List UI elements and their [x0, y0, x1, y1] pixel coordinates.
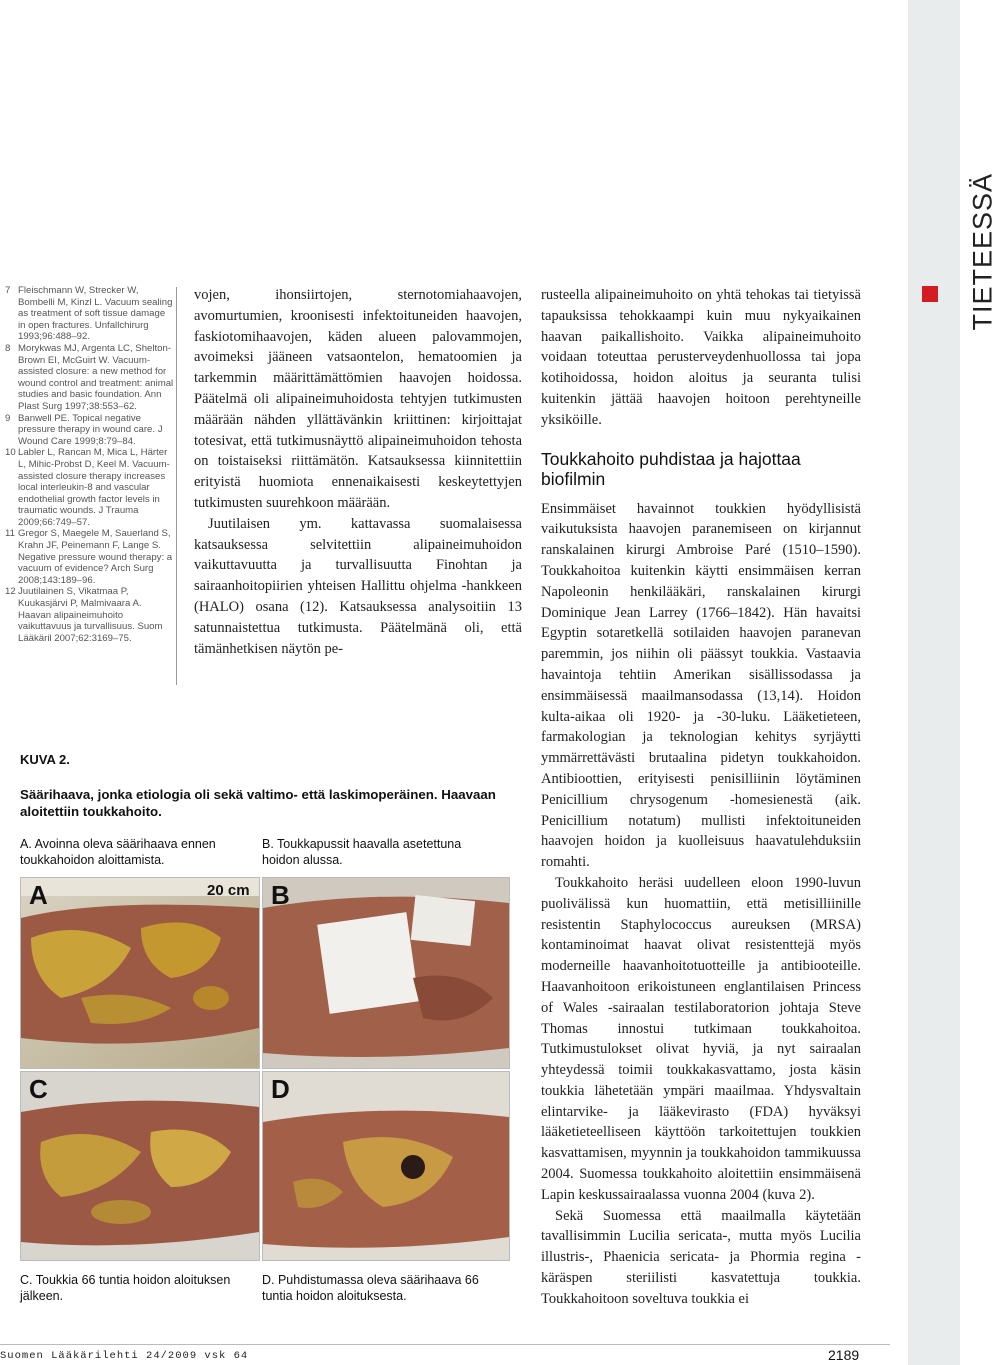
journal-footer: Suomen Lääkärilehti 24/2009 vsk 64 [0, 1350, 249, 1362]
scale-label: 20 cm [207, 882, 250, 899]
figure-caption: Säärihaava, jonka etiologia oli sekä valtimo- että laskimoperäinen. Haavaan aloitettiin toukkahoito. [20, 787, 496, 819]
panel-letter-c: C [29, 1074, 48, 1104]
panel-caption-d: D. Puhdistumassa oleva säärihaava 66 tuntia hoidon aloituksesta. [262, 1273, 479, 1303]
reference-text: Juutilainen S, Vikatmaa P, Kuukasjärvi P, Malmivaara A. Haavan alipaineimuhoito vaikuttavuus ja turvallisuus. Suom Lääkäril 2007;62:3169–75. [18, 586, 163, 644]
wound-photo-c [20, 1071, 260, 1261]
panel-letter-b: B [271, 880, 290, 910]
reference-number: 12 [5, 586, 16, 598]
panel-letter-d: D [271, 1074, 290, 1104]
section-accent-square [922, 286, 938, 302]
wound-photo-d [262, 1071, 510, 1261]
reference-number: 11 [5, 528, 15, 540]
page-number: 2189 [828, 1347, 860, 1363]
reference-item [5, 528, 175, 586]
reference-number: 7 [5, 285, 11, 296]
reference-number: 10 [5, 447, 16, 459]
reference-item [5, 285, 175, 343]
reference-item [5, 447, 175, 528]
reference-text: Labler L, Rancan M, Mica L, Härter L, Mihic-Probst D, Keel M. Vacuum-assisted closure therapy increases local interleukin-8 and vascular endothelial growth factor levels in traumatic wounds. J Trauma 2009;66:749–57. [18, 447, 170, 528]
panel-caption-b: B. Toukkapussit haavalla asetettuna hoidon alussa. [262, 837, 462, 867]
panel-caption-c: C. Toukkia 66 tuntia hoidon aloituksen jälkeen. [20, 1273, 231, 1303]
body-paragraph: Sekä Suomessa että maailmalla käytetään tavallisimmin Lucilia sericata-, mutta myös Lucilia illustris-, Phaenicia sericata- ja Phormia regina -käräspen steriilisti kasvatettuja toukkia. Toukkahoitoon soveltuva toukkia ei [541, 1207, 861, 1307]
body-paragraph: rusteella alipaineimuhoito on yhtä tehokas tai tietyissä tapauksissa tehokkaampi kuin muu nykyaikainen haavan paikallishoito. Vaikka alipaineimuhoito voidaan toteuttaa perusterveydenhuollossa tai jopa kotihoidossa, hoidon aloitus ja seuranta tulisi kuitenkin jättää haavojen hoitoon perehtyneille yksiköille. [541, 287, 861, 428]
reference-item [5, 343, 175, 413]
panel-caption-a: A. Avoinna oleva säärihaava ennen toukkahoidon aloittamista. [20, 837, 216, 867]
section-label: TIETEESSÄ [967, 172, 998, 331]
reference-number: 9 [5, 412, 11, 424]
reference-text: Morykwas MJ, Argenta LC, Shelton-Brown EI, McGuirt W. Vacuum-assisted closure: a new method for wound control and treatment: animal studies and basic foundation. Ann Plast Surg 1997;38:553–62. [18, 342, 174, 412]
body-paragraph: vojen, ihonsiirtojen, sternotomiahaavojen, avomurtumien, kroonisesti infektoituneiden haavojen, faskiotomihaavojen, käden alueen palovammojen, avoimeksi jääneen vatsaontelon, hematoomien ja tarkemmin määrittämättömien haavojen hoidossa. Päätelmä oli alipaineimuhoidosta tehtyjen tutkimusten määrään nähden yllättävänkin kriittinen: kirjoittajat totesivat, että tutkimusnäyttö alipaineimuhoidon tehosta on toistaiseksi riittämätön. Katsauksessa kiinnitettiin erityistä huomiota ennenaikaisesti keskeytettyjen tutkimusten suurehkoon määrään. [194, 287, 522, 511]
reference-divider [176, 287, 177, 685]
reference-item [5, 586, 175, 644]
reference-text: Fleischmann W, Strecker W, Bombelli M, Kinzl L. Vacuum sealing as treatment of soft tissue damage in open fractures. Unfallchirurg 1993;96:488–92. [18, 285, 173, 343]
reference-text: Gregor S, Maegele M, Sauerland S, Krahn JF, Peinemann F, Lange S. Negative pressure wound therapy: a vacuum of evidence? Arch Surg 2008;143:189–96. [18, 528, 173, 586]
body-paragraph: Ensimmäiset havainnot toukkien hyödyllisistä vaikutuksista haavojen paranemiseen on kirjannut ranskalainen kirurgi Ambroise Paré (1510–1590). Toukkahoitoa kuitenkin käytti ensimmäisen kerran Napoleonin henkilääkäri, ranskalainen kirurgi Dominique Jean Larrey (1766–1842). Hän havaitsi Egyptin sotaretkellä sotilaiden haavojen paranevan paremmin, jos niihin oli päässyt toukkia. Vastaavia havaintoja tehtiin Amerikan sisällissodassa ja ensimmäisessä maailmansodassa (13,14). Hoidon kulta-aikaa oli 1920- ja -30-luku. Lääketieteen, farmakologian ja teknologian kehitys syrjäytti ymmärrettävästi brutaalina pidetyn toukkahoidon. Antibioottien, erityisesti penisilliinin löytäminen Penicillium chrysogenum -homesienestä (aik. Penicillium notatum) mullisti infektoituneiden haavojen hoidon ja kuolleisuus haavatulehduksiin romahti. [541, 500, 861, 871]
reference-list [5, 285, 175, 644]
reference-item [5, 413, 175, 448]
body-paragraph: Toukkahoito heräsi uudelleen eloon 1990-luvun puolivälissä kun huomattiin, että metisilliinille resistentin Staphylococcus aureuksen (MRSA) kontaminoimat haavat olivat resistenttejä myös moderneille haavanhoitotuotteille ja antibiooteille. Haavanhoitoon erikoistuneen englantilaisen Princess of Wales -sairaalan testilaboratorion johtaja Steve Thomas innostui tutkimaan toukkahoitoa. Tutkimustulokset olivat hyviä, ja nyt sairaalan yhteydessä toimii toukkakasvattamo, josta käsin toukkia lähetetään ympäri maailmaa. Yhdysvaltain elintarvike- ja lääkevirasto (FDA) hyväksyi lääketieteelliseen käyttöön tarkoitettujen toukkien kasvattamisen, myynnin ja toukkahoidon tammikuussa 2004. Suomessa toukkahoito aloitettiin ensimmäisenä Lapin keskussairaalassa vuonna 2004 (kuva 2). [541, 874, 861, 1203]
body-column-right [541, 285, 861, 1310]
panel-letter-a: A [29, 880, 48, 910]
section-side-band [908, 0, 960, 1365]
footer-divider [0, 1344, 890, 1345]
body-column-middle [194, 285, 522, 659]
section-heading: Toukkahoito puhdistaa ja hajottaa biofilmin [541, 448, 801, 489]
reference-text: Banwell PE. Topical negative pressure therapy in wound care. J Wound Care 1999;8:79–84. [18, 412, 163, 447]
body-paragraph: Juutilaisen ym. kattavassa suomalaisessa katsauksessa selvitettiin alipaineimuhoidon vaikuttavuutta ja turvallisuutta Finohtan ja sairaanhoitopiirien yhteisen Hallittu ohjelma -hankkeen (HALO) osana (12). Katsauksessa analysoitiin 13 satunnaistettua tutkimusta. Päätelmänä oli, että tämänhetkisen näytön pe- [194, 515, 522, 657]
reference-number: 8 [5, 342, 11, 354]
figure-label: KUVA 2. [20, 752, 70, 767]
wound-photo-b [262, 877, 510, 1069]
wound-photo-a [20, 877, 260, 1069]
